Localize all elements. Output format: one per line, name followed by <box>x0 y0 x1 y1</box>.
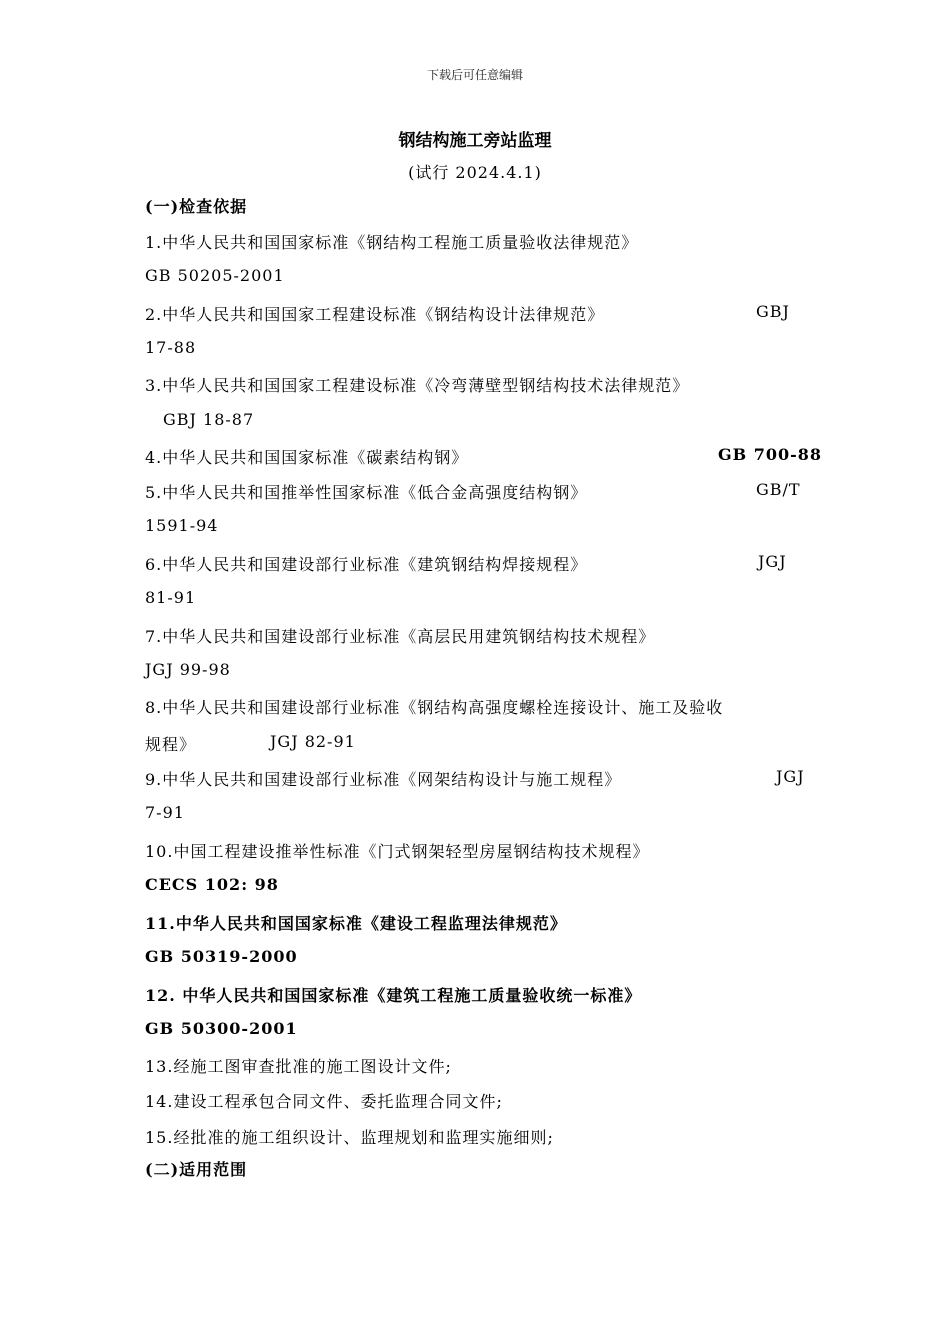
document-subtitle: (试行 2024.4.1) <box>408 163 542 182</box>
item-9-code-part2: 7-91 <box>145 803 185 822</box>
item-11-code: GB 50319-2000 <box>145 947 298 966</box>
item-4-text: 4.中华人民共和国国家标准《碳素结构钢》 <box>145 448 469 467</box>
item-5-code-part2: 1591-94 <box>145 516 219 535</box>
item-1-code: GB 50205-2001 <box>145 266 285 285</box>
item-12-text: 12. 中华人民共和国国家标准《建筑工程施工质量验收统一标准》 <box>145 986 642 1005</box>
item-5-text: 5.中华人民共和国推举性国家标准《低合金高强度结构钢》 <box>145 483 588 502</box>
item-12-code: GB 50300-2001 <box>145 1019 298 1038</box>
item-5-code-part1: GB/T <box>756 480 801 499</box>
item-8-continuation: 规程》 <box>145 735 197 754</box>
item-13-text: 13.经施工图审查批准的施工图设计文件; <box>145 1057 452 1076</box>
item-1-text: 1.中华人民共和国国家标准《钢结构工程施工质量验收法律规范》 <box>145 233 639 252</box>
item-9-code-part1: JGJ <box>776 767 805 786</box>
item-11-text: 11.中华人民共和国国家标准《建设工程监理法律规范》 <box>145 914 567 933</box>
section-heading-scope: (二)适用范围 <box>145 1160 248 1179</box>
item-2-text: 2.中华人民共和国国家工程建设标准《钢结构设计法律规范》 <box>145 305 605 324</box>
item-3-code: GBJ 18-87 <box>163 410 255 429</box>
item-15-text: 15.经批准的施工组织设计、监理规划和监理实施细则; <box>145 1128 554 1147</box>
item-2-code-part2: 17-88 <box>145 338 197 357</box>
document-title: 钢结构施工旁站监理 <box>398 131 552 151</box>
item-7-code: JGJ 99-98 <box>145 660 231 679</box>
item-14-text: 14.建设工程承包合同文件、委托监理合同文件; <box>145 1092 503 1111</box>
item-10-text: 10.中国工程建设推举性标准《门式钢架轻型房屋钢结构技术规程》 <box>145 842 650 861</box>
item-9-text: 9.中华人民共和国建设部行业标准《网架结构设计与施工规程》 <box>145 770 622 789</box>
item-6-text: 6.中华人民共和国建设部行业标准《建筑钢结构焊接规程》 <box>145 555 588 574</box>
item-6-code-part1: JGJ <box>758 552 787 571</box>
item-10-code: CECS 102: 98 <box>145 875 279 894</box>
item-3-text: 3.中华人民共和国国家工程建设标准《冷弯薄壁型钢结构技术法律规范》 <box>145 376 690 395</box>
header-note: 下载后可任意编辑 <box>426 68 523 82</box>
item-7-text: 7.中华人民共和国建设部行业标准《高层民用建筑钢结构技术规程》 <box>145 627 656 646</box>
section-heading-basis: (一)检查依据 <box>145 197 248 216</box>
item-8-code: JGJ 82-91 <box>270 732 356 751</box>
item-4-code: GB 700-88 <box>718 445 823 464</box>
item-8-text: 8.中华人民共和国建设部行业标准《钢结构高强度螺栓连接设计、施工及验收 <box>145 698 724 717</box>
item-2-code-part1: GBJ <box>756 302 790 321</box>
item-6-code-part2: 81-91 <box>145 588 197 607</box>
